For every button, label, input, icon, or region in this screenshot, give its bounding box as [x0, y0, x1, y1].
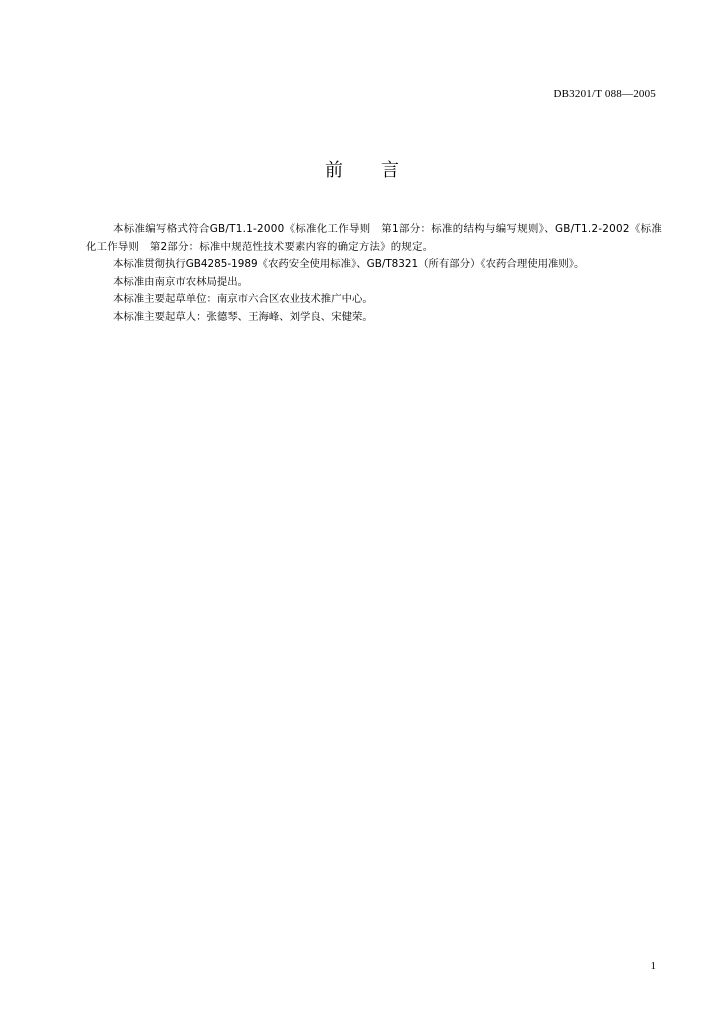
section-title	[0, 156, 724, 182]
document-code: DB3201/T 088—2005	[553, 88, 656, 100]
paragraph-implementation: 本标准贯彻执行GB4285-1989《农药安全使用标准》、GB/T8321（所有部分）《农药合理使用准则》。	[113, 258, 585, 271]
title-char-2: 言	[381, 160, 399, 181]
title-char-1: 前	[325, 160, 343, 181]
page-number: 1	[650, 960, 656, 972]
paragraph-proposer: 本标准由南京市农林局提出。	[113, 275, 249, 288]
paragraph-drafting-unit: 本标准主要起草单位：南京市六合区农业技术推广中心。	[113, 293, 373, 306]
paragraph-format: 本标准编写格式符合GB/T1.1-2000《标准化工作导则 第1部分：标准的结构与编写规则》、GB/T1.2-2002《标准化工作导则 第2部分：标准中规范性技术要素内容的确定方法》的规定。	[86, 223, 662, 253]
paragraph-drafters: 本标准主要起草人：张德琴、王海峰、刘学良、宋健荣。	[113, 310, 373, 323]
foreword-body	[86, 221, 662, 327]
